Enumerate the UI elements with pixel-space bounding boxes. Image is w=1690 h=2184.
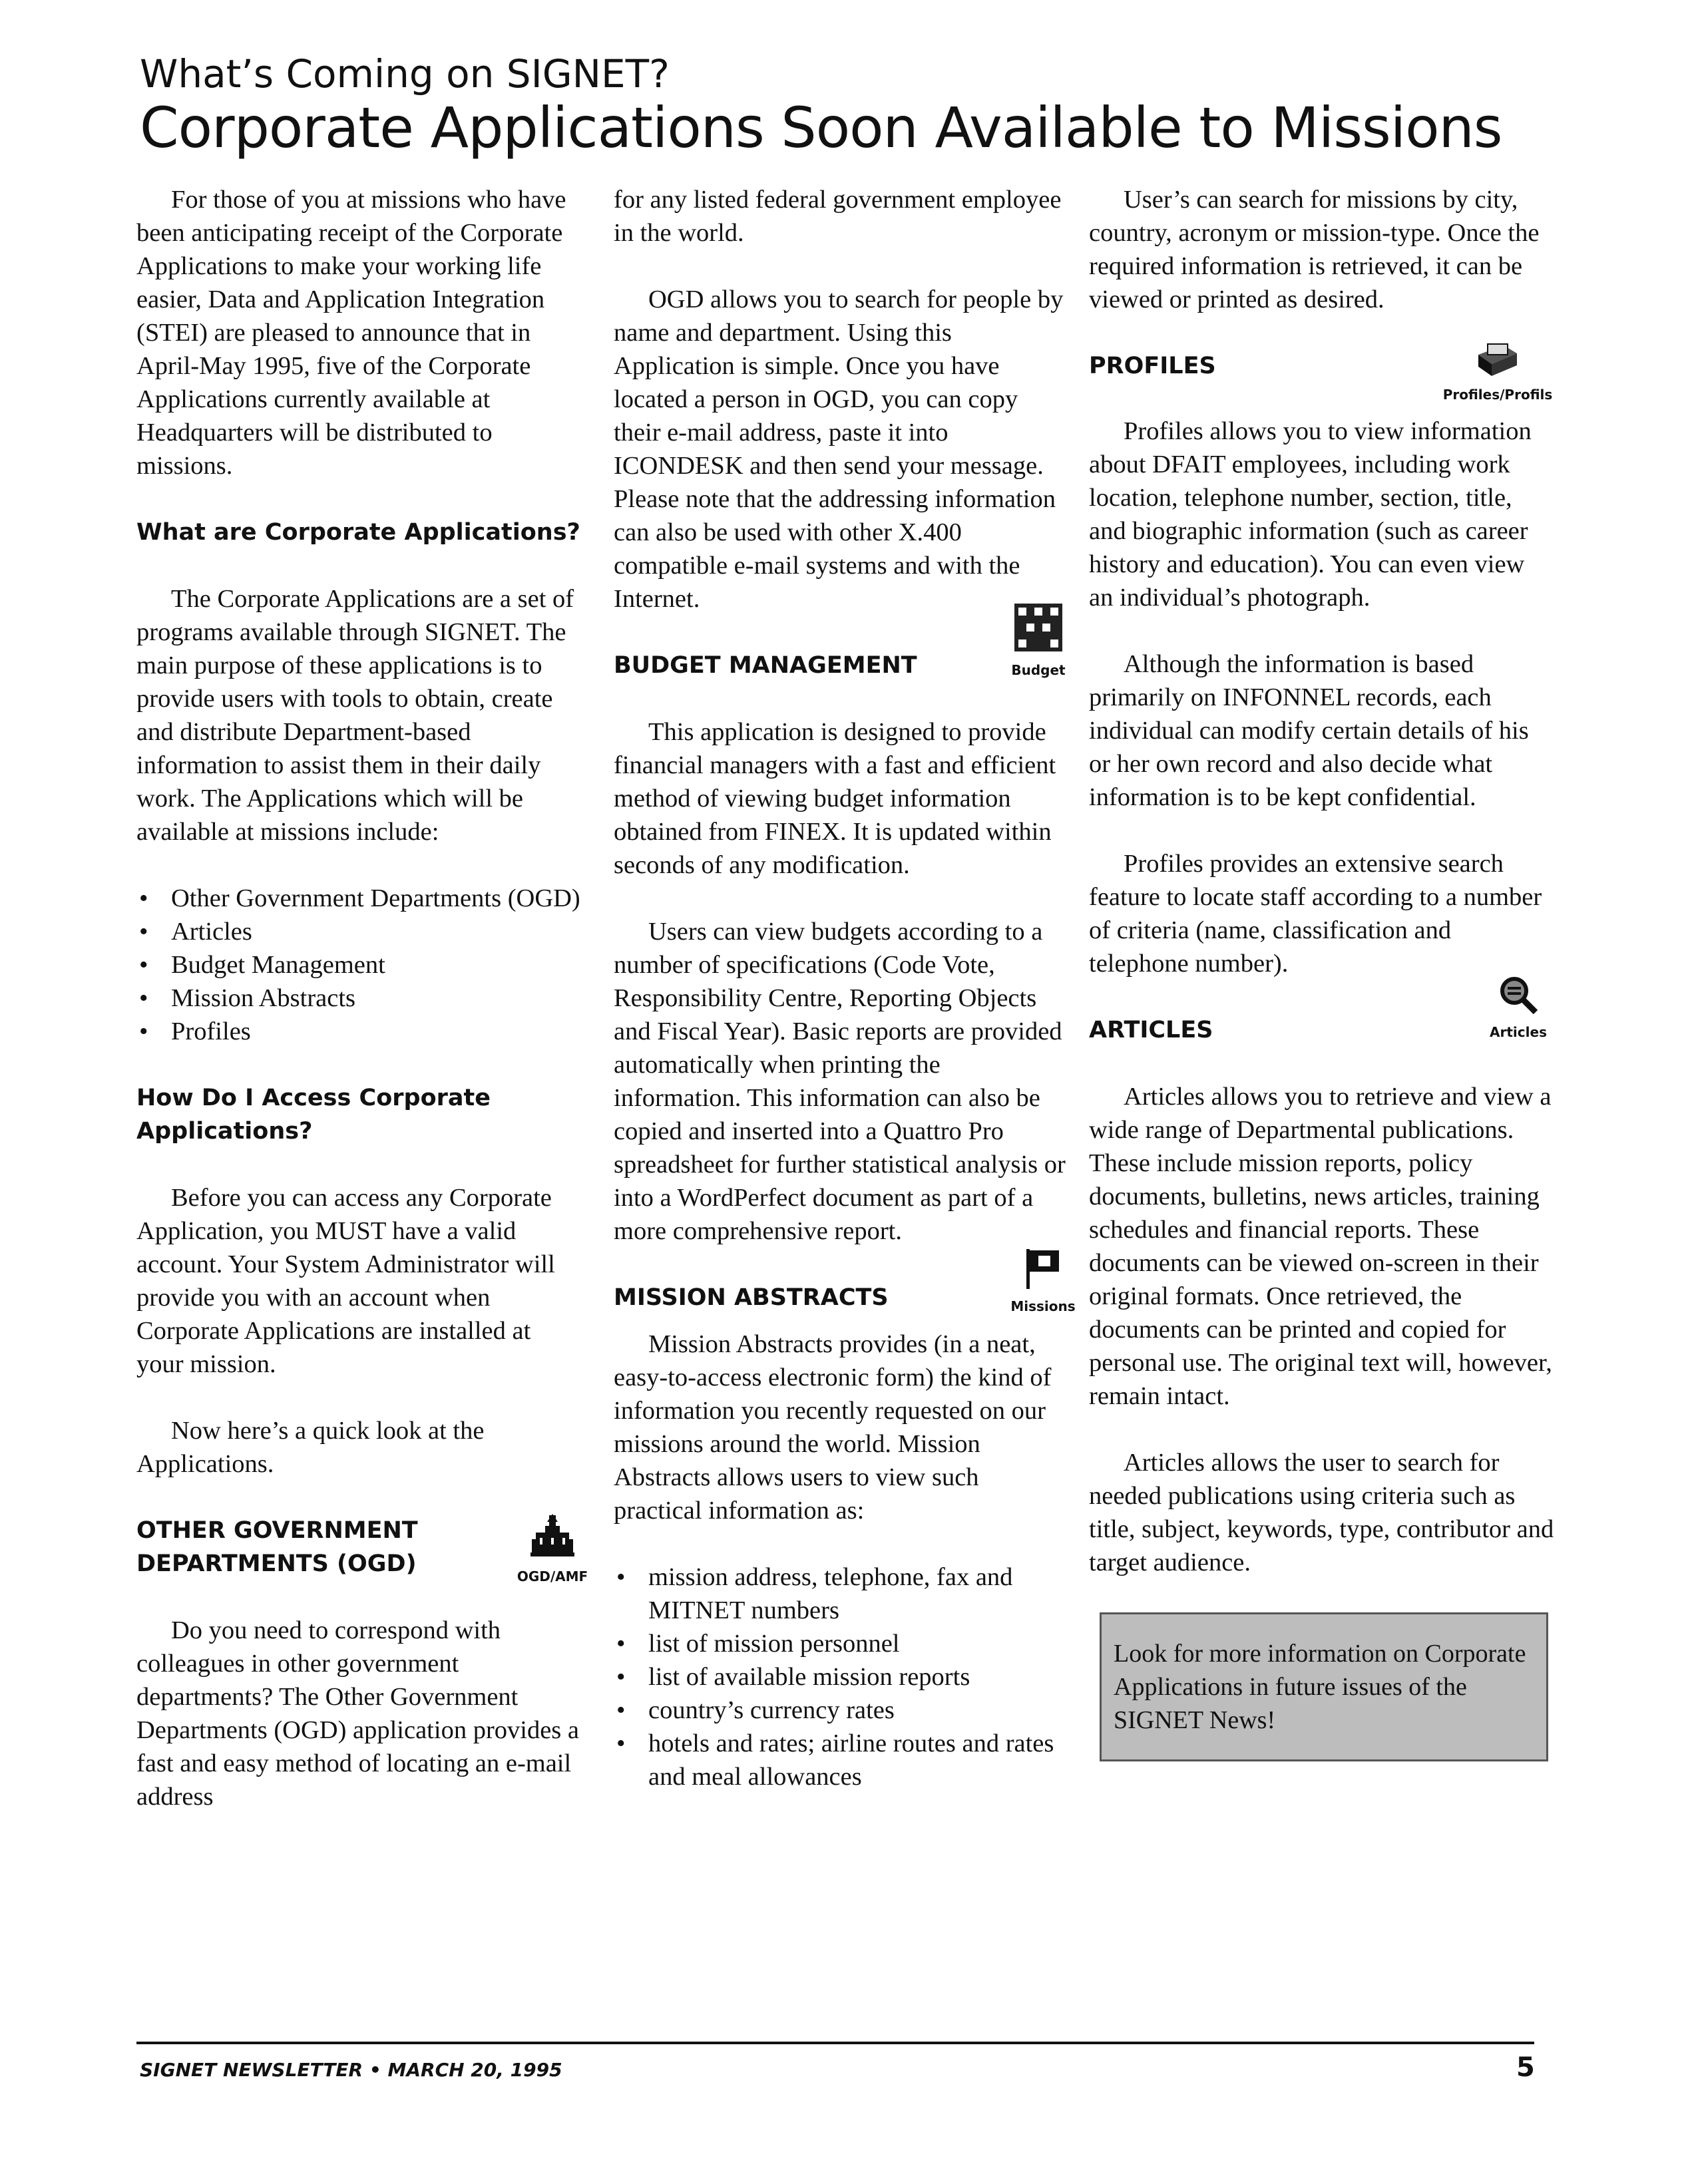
mission-paragraph: Mission Abstracts provides (in a neat, easy-to-access electronic form) the kind of information you recently requested on our missions around the world. Mission Abstracts allows users to view such practical information as: — [614, 1330, 1052, 1525]
list-item: • country’s currency rates — [614, 1694, 1066, 1727]
heading-profiles: PROFILES — [1089, 353, 1216, 379]
applications-list — [136, 882, 582, 1048]
column-3 — [1089, 183, 1555, 1761]
kicker: What’s Coming on SIGNET? — [140, 51, 670, 96]
profiles-paragraph-2: Although the information is based primarily on INFONNEL records, each individual can modify certain details of his or her own record and also decide what information is to be kept confidential. — [1089, 650, 1529, 811]
budget-icon — [1012, 601, 1065, 654]
heading-ogd-line-1: OTHER GOVERNMENT — [136, 1517, 418, 1544]
footer-publication: SIGNET NEWSLETTER • MARCH 20, 1995 — [140, 2059, 562, 2081]
budget-paragraph-1: This application is designed to provide financial managers with a fast and efficient method of viewing budget information obtained from FINEX. It is updated within seconds of any modification. — [614, 718, 1056, 879]
heading-ogd-line-2: DEPARTMENTS (OGD) — [136, 1550, 417, 1577]
ogd-heading-row — [136, 1514, 588, 1584]
budget-heading-row — [614, 649, 1066, 682]
mission-search-paragraph: User’s can search for missions by city, country, acronym or mission-type. Once the required information is retrieved, it can be viewed or printed as desired. — [1089, 186, 1540, 313]
parliament-icon — [529, 1514, 576, 1560]
access-paragraph: Before you can access any Corporate Application, you MUST have a valid account. Your System Administrator will provide you with an account when Corporate Applications are installed at your mission. — [136, 1184, 555, 1378]
list-item: • Mission Abstracts — [136, 982, 582, 1015]
profiles-paragraph-1: Profiles allows you to view information about DFAIT employees, including work location, telephone number, section, title, and biographic information (such as career history and education). You can even view an individual’s photograph. — [1089, 417, 1532, 612]
mission-icon-box — [1006, 1248, 1080, 1314]
ogd-icon-caption: OGD/AMF — [517, 1568, 588, 1584]
list-item: • Articles — [136, 915, 582, 948]
list-item: • Profiles — [136, 1015, 582, 1048]
ogd-continued: for any listed federal government employee in the world. — [614, 186, 1062, 247]
ogd-icon-box — [509, 1514, 596, 1584]
articles-icon-box — [1482, 974, 1555, 1039]
definition-paragraph: The Corporate Applications are a set of programs available through SIGNET. The main purpose of these applications is to provide users with tools to obtain, create and distribute Department-based information to assist them in their daily work. The Applications which will be available at missions include: — [136, 585, 574, 846]
profiles-paragraph-3: Profiles provides an extensive search feature to locate staff according to a number of criteria (name, classification and telephone number). — [1089, 850, 1542, 978]
headline: Corporate Applications Soon Available to Missions — [140, 95, 1502, 160]
profiles-icon-box — [1438, 341, 1558, 402]
list-item: • Budget Management — [136, 948, 582, 982]
heading-articles: ARTICLES — [1089, 1017, 1213, 1043]
list-item: • hotels and rates; airline routes and rates and meal allowances — [614, 1727, 1066, 1793]
mission-heading-row — [614, 1281, 1076, 1314]
budget-icon-box — [1005, 601, 1072, 677]
intro-paragraph: For those of you at missions who have been anticipating receipt of the Corporate Applications to make your working life easier, Data and Application Integration (STEI) are pleased to announce that in April-May 1995, five of the Corporate Applications currently available at Headquarters will be distributed to missions. — [136, 186, 566, 480]
articles-icon-caption: Articles — [1490, 1024, 1547, 1040]
footer-rule — [136, 2042, 1534, 2044]
heading-budget: BUDGET MANAGEMENT — [614, 652, 917, 679]
budget-icon-caption: Budget — [1011, 662, 1066, 678]
rolodex-icon — [1474, 341, 1521, 379]
list-item: • list of mission personnel — [614, 1627, 1066, 1660]
flag-icon — [1020, 1248, 1066, 1290]
column-1 — [136, 183, 588, 1847]
heading-how-access: How Do I Access Corporate Applications? — [136, 1085, 491, 1145]
articles-heading-row — [1089, 1013, 1555, 1047]
ogd-paragraph: Do you need to correspond with colleagues in other government departments? The Other Government Departments (OGD) application provides a fast and easy method of locating an e-mail address — [136, 1616, 579, 1811]
heading-what-are: What are Corporate Applications? — [136, 519, 580, 546]
page-number: 5 — [1516, 2052, 1535, 2083]
articles-paragraph-2: Articles allows the user to search for needed publications using criteria such as title, subject, keywords, type, contributor and target audience. — [1089, 1449, 1554, 1576]
budget-paragraph-2: Users can view budgets according to a number of specifications (Code Vote, Responsibility Centre, Reporting Objects and Fiscal Year). Basic reports are provided automatically when printing the information. This information can also be copied and inserted into a Quattro Pro spreadsheet for further statistical analysis or into a WordPerfect document as part of a more comprehensive report. — [614, 918, 1066, 1245]
list-item: • mission address, telephone, fax and MITNET numbers — [614, 1560, 1066, 1627]
magnifier-icon — [1497, 974, 1540, 1016]
list-item: • Other Government Departments (OGD) — [136, 882, 582, 915]
articles-paragraph-1: Articles allows you to retrieve and view a wide range of Departmental publications. These include mission reports, policy documents, bulletins, news articles, training schedules and financial reports. These documents can be viewed on-screen in their original formats. Once retrieved, the documents can be printed and copied for personal use. The original text will, however, remain intact. — [1089, 1083, 1552, 1410]
mission-info-list — [614, 1560, 1066, 1793]
notice-box: Look for more information on Corporate Applications in future issues of the SIGNET News! — [1100, 1612, 1548, 1761]
mission-icon-caption: Missions — [1010, 1298, 1076, 1314]
list-item: • list of available mission reports — [614, 1660, 1066, 1694]
profiles-icon-caption: Profiles/Profils — [1442, 387, 1553, 403]
quick-look-paragraph: Now here’s a quick look at the Applications. — [136, 1417, 485, 1478]
profiles-heading-row — [1089, 349, 1555, 403]
heading-mission: MISSION ABSTRACTS — [614, 1284, 889, 1311]
ogd-usage-paragraph: OGD allows you to search for people by name and department. Using this Application is simple. Once you have located a person in OGD, you can copy their e-mail address, paste it into ICONDESK and then send your message. Please note that the addressing information can also be used with other X.400 compatible e-mail systems and with the Internet. — [614, 285, 1064, 613]
column-2 — [614, 183, 1076, 1827]
